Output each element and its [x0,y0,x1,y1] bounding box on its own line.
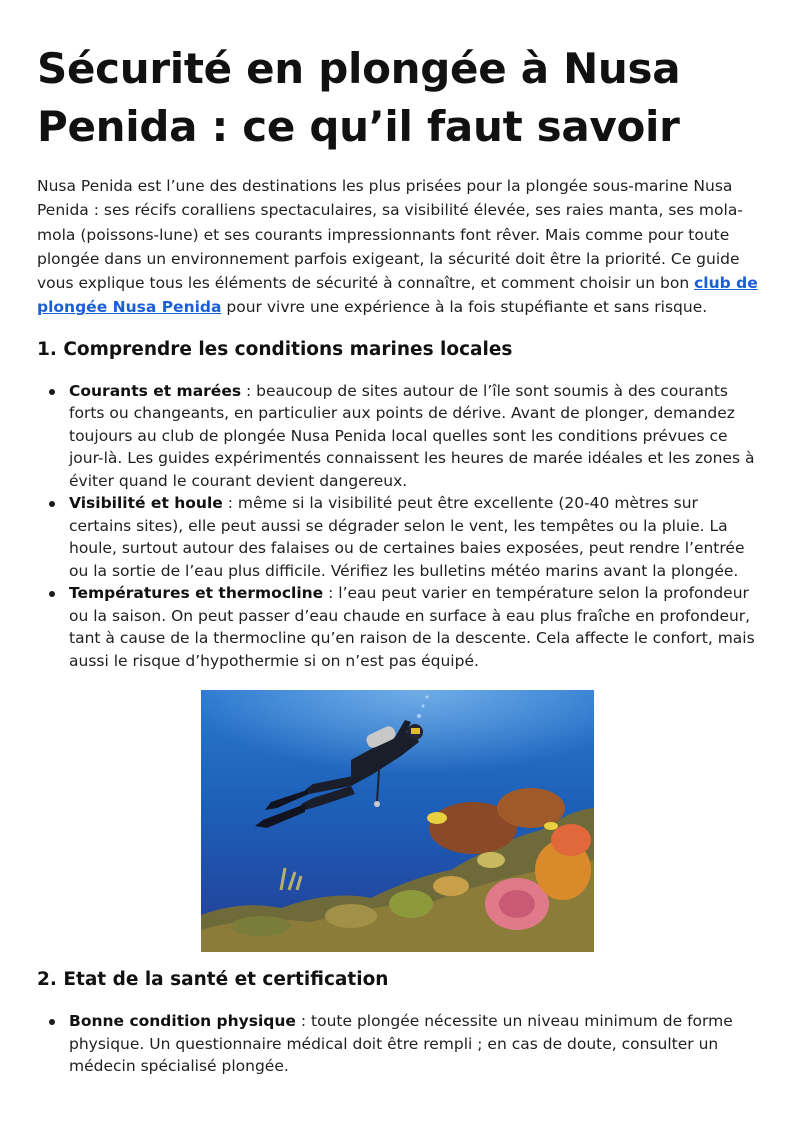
article [37,40,759,1078]
diver-reef-illustration [201,690,594,952]
list-item-text: : toute plongée nécessite un niveau minimum de forme physique. Un questionnaire médical doit être rempli ; en cas de doute, consulter un médecin spécialisé plongée. [69,1012,733,1076]
intro-paragraph [37,174,759,320]
list-item [37,492,759,582]
section-heading-health: 2. Etat de la santé et certification [37,969,389,991]
list-item-term: Courants et marées [69,381,242,400]
health-list [37,1010,759,1078]
list-item-term: Visibilité et houle [69,494,223,513]
section-heading-marine-conditions: 1. Comprendre les conditions marines locales [37,338,513,360]
diver-reef-photo [201,690,594,952]
list-item-term: Bonne condition physique [69,1012,296,1031]
list-item-text: : l’eau peut varier en température selon la profondeur ou la saison. On peut passer d’eau chaude en surface à eau plus fraîche en profondeur, tant à cause de la thermocline qu’en raison de la descente. Cela affecte le confort, mais aussi le risque d’hypothermie si on n’est pas équipé. [69,584,755,670]
list-item [37,582,759,672]
dive-club-link[interactable]: club de plongée Nusa Penida [37,274,758,317]
list-item-term: Températures et thermocline [69,584,324,603]
page-title: Sécurité en plongée à Nusa Penida : ce qu’il faut savoir [37,44,681,151]
list-item [37,380,759,493]
intro-text-before-link: Nusa Penida est l’une des destinations les plus prisées pour la plongée sous-marine Nusa Penida : ses récifs coralliens spectaculaires, sa visibilité élevée, ses raies manta, ses mola-mola (poissons-lune) et ses courants impressionnants font rêver. Mais comme pour toute plongée dans un environnement parfois exigeant, la sécurité doit être la priorité. Ce guide vous explique tous les éléments de sécurité à connaître, et comment choisir un bon [37,177,743,293]
list-item-text: : même si la visibilité peut être excellente (20-40 mètres sur certains sites), elle peut aussi se dégrader selon le vent, les tempêtes ou la pluie. La houle, surtout autour des falaises ou de certaines baies exposées, peut rendre l’entrée ou la sortie de l’eau plus difficile. Vérifiez les bulletins météo marins avant la plongée. [69,494,745,580]
intro-text-after-link: pour vivre une expérience à la fois stupéfiante et sans risque. [221,298,708,317]
list-item-text: : beaucoup de sites autour de l’île sont soumis à des courants forts ou changeants, en particulier aux points de dérive. Avant de plonger, demandez toujours au club de plongée Nusa Penida local quelles sont les conditions prévues ce jour-là. Les guides expérimentés connaissent les heures de marée idéales et les zones à éviter quand le courant devient dangereux. [69,381,755,490]
marine-conditions-list [37,380,759,673]
list-item [37,1010,759,1078]
